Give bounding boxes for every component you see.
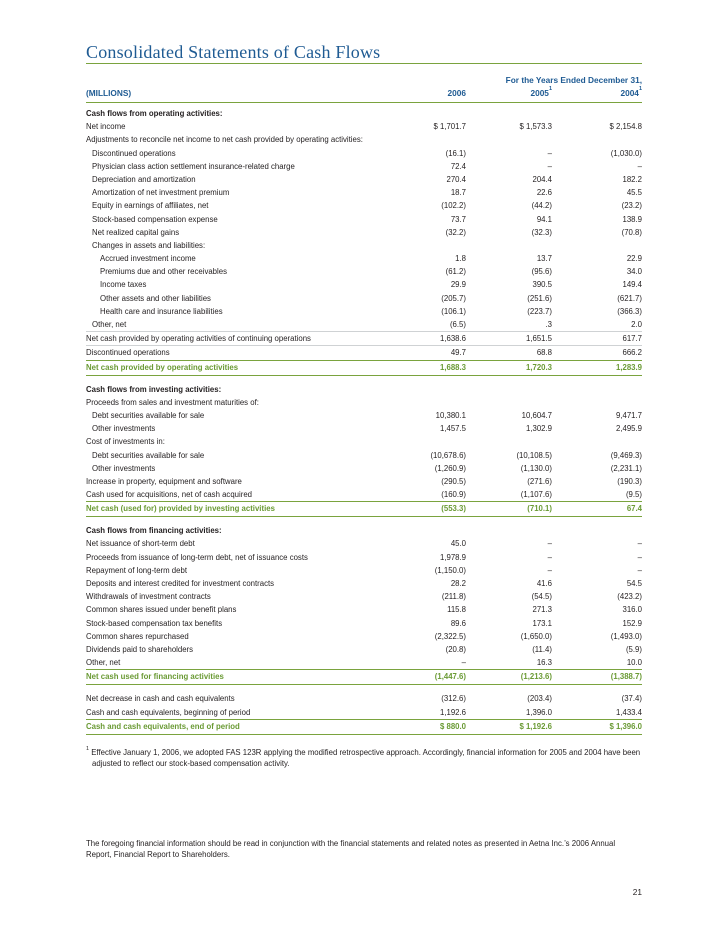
table-row: [86, 186, 642, 199]
table-row: [86, 590, 642, 603]
row-label: Proceeds from issuance of long-term debt, net of issuance costs: [86, 552, 308, 562]
value-2006: 1,457.5: [439, 424, 466, 434]
value-2004: 10.0: [626, 658, 642, 668]
value-2006: 1,192.6: [439, 707, 466, 717]
value-2006: (160.9): [441, 490, 466, 500]
table-row: [86, 449, 642, 462]
row-label: Cash used for acquisitions, net of cash acquired: [86, 490, 252, 500]
value-2005: (710.1): [527, 504, 552, 514]
value-2004: 666.2: [622, 348, 642, 358]
value-2005: 1,396.0: [525, 707, 552, 717]
title-rule: [86, 63, 642, 64]
value-2004: 617.7: [622, 334, 642, 344]
value-2005: –: [547, 539, 552, 549]
table-row: [86, 278, 642, 291]
table-row: [86, 120, 642, 133]
value-2005: –: [547, 161, 552, 171]
header-rule: [86, 102, 642, 103]
value-2005: 1,651.5: [525, 334, 552, 344]
value-2006: 28.2: [450, 579, 466, 588]
value-2006: 270.4: [446, 174, 466, 184]
section-spacer: [86, 685, 642, 692]
table-row: [86, 199, 642, 212]
row-label: Repayment of long-term debt: [86, 565, 187, 575]
value-2005: (44.2): [531, 201, 552, 211]
row-label: Premiums due and other receivables: [100, 267, 227, 277]
table-row: [86, 239, 642, 252]
value-2006: (553.3): [441, 504, 466, 514]
value-2006: (211.8): [441, 592, 466, 602]
value-2005: 94.1: [536, 214, 552, 224]
row-label: Net decrease in cash and cash equivalents: [86, 694, 235, 704]
page-title: Consolidated Statements of Cash Flows: [86, 42, 381, 62]
value-2006: (2,322.5): [434, 631, 466, 641]
footnote-mark: 1: [638, 86, 642, 92]
value-2006: (205.7): [441, 293, 466, 303]
value-2004: (9.5): [625, 490, 642, 500]
table-row: [86, 603, 642, 616]
section-heading: [86, 383, 642, 396]
total-row: [86, 360, 642, 376]
value-2006: 10,380.1: [435, 410, 466, 420]
value-2006: (16.1): [445, 148, 466, 158]
row-label: Common shares repurchased: [86, 631, 189, 641]
cash-flow-table: [86, 107, 642, 735]
table-row: [86, 213, 642, 226]
value-2004: (37.4): [621, 694, 642, 704]
value-2005: 16.3: [536, 658, 552, 668]
value-2004: (423.2): [617, 592, 642, 602]
value-2005: 390.5: [532, 280, 552, 290]
value-2004: 2.0: [631, 320, 642, 329]
value-2006: (312.6): [441, 694, 466, 704]
row-label: Cash and cash equivalents, beginning of period: [86, 707, 251, 717]
table-row: [86, 422, 642, 435]
value-2005: (251.6): [527, 293, 552, 303]
table-row: [86, 318, 642, 332]
row-label: Stock-based compensation expense: [92, 214, 218, 224]
value-2004: (2,231.1): [610, 463, 642, 473]
table-row: [86, 409, 642, 422]
section-heading: [86, 107, 642, 120]
table-row: [86, 630, 642, 643]
value-2004: –: [637, 552, 642, 562]
col-header-2004: [562, 88, 642, 98]
value-2004: 67.4: [626, 504, 642, 514]
value-2004: (5.9): [625, 644, 642, 654]
row-label: Stock-based compensation tax benefits: [86, 618, 223, 628]
col-header-2005-text: 2005: [530, 88, 549, 98]
value-2005: –: [547, 565, 552, 575]
value-2004: $ 2,154.8: [609, 122, 642, 132]
value-2004: –: [637, 565, 642, 575]
value-2004: (621.7): [617, 293, 642, 303]
col-header-2006: [386, 88, 466, 98]
row-label: Proceeds from sales and investment maturities of:: [86, 397, 259, 407]
row-label: Net realized capital gains: [92, 227, 180, 237]
row-label: Income taxes: [100, 280, 147, 290]
value-2005: (1,130.0): [520, 463, 552, 473]
value-2006: 29.9: [450, 280, 466, 290]
row-label: Other investments: [92, 424, 156, 434]
value-2004: 1,433.4: [615, 707, 642, 717]
table-row: [86, 147, 642, 160]
row-label: Net cash provided by operating activities of continuing operations: [86, 334, 311, 344]
value-2004: (23.2): [621, 201, 642, 211]
value-2005: $ 1,573.3: [519, 122, 552, 132]
table-row: [86, 488, 642, 501]
value-2004: 9,471.7: [615, 410, 642, 420]
value-2005: (10,108.5): [516, 450, 552, 460]
table-row: [86, 160, 642, 173]
bottom-note: The foregoing financial information should be read in conjunction with the financial statements and related notes as presented in Aetna Inc.’s 2006 Annual Report, Financial Report to Shareholders.: [86, 839, 616, 859]
value-2005: –: [547, 148, 552, 158]
row-label: Cash flows from operating activities:: [86, 109, 223, 118]
table-row: [86, 692, 642, 705]
value-2006: 1,688.3: [439, 362, 466, 372]
table-row: [86, 226, 642, 239]
value-2005: 22.6: [536, 188, 552, 198]
value-2004: 138.9: [622, 214, 642, 224]
row-label: Changes in assets and liabilities:: [92, 240, 206, 250]
row-label: Discontinued operations: [86, 348, 170, 358]
row-label: Discontinued operations: [92, 148, 176, 158]
row-label: Net cash used for financing activities: [86, 672, 224, 682]
value-2006: (1,447.6): [434, 672, 466, 682]
value-2004: 45.5: [626, 188, 642, 198]
value-2006: (61.2): [445, 267, 466, 277]
total-row: [86, 719, 642, 735]
row-label: Dividends paid to shareholders: [86, 644, 194, 654]
value-2005: 41.6: [536, 579, 552, 588]
footnote-text: Effective January 1, 2006, we adopted FAS 123R applying the modified retrospective approach. Accordingly, financial information for 2005 and 2004 have been adjusted to reflect our stock-based compensation activity.: [91, 748, 641, 768]
value-2005: (223.7): [527, 306, 552, 316]
value-2005: 13.7: [536, 254, 552, 264]
footnote-mark: 1: [548, 86, 552, 92]
table-row: [86, 435, 642, 448]
section-spacer: [86, 517, 642, 524]
row-label: Common shares issued under benefit plans: [86, 605, 237, 615]
table-row: [86, 475, 642, 488]
table-row: [86, 332, 642, 346]
value-2004: 316.0: [622, 605, 642, 615]
row-label: Cash flows from financing activities:: [86, 526, 222, 536]
value-2006: (6.5): [449, 320, 466, 329]
value-2006: (290.5): [441, 476, 466, 486]
row-label: Debt securities available for sale: [92, 410, 205, 420]
table-row: [86, 133, 642, 146]
row-label: Amortization of net investment premium: [92, 188, 230, 198]
value-2005: (203.4): [527, 694, 552, 704]
millions-label: (MILLIONS): [86, 88, 132, 98]
row-label: Increase in property, equipment and software: [86, 476, 242, 486]
row-label: Adjustments to reconcile net income to net cash provided by operating activities:: [86, 135, 363, 145]
row-label: Health care and insurance liabilities: [100, 306, 223, 316]
value-2006: 1,978.9: [439, 552, 466, 562]
row-label: Net income: [86, 122, 126, 132]
value-2004: (70.8): [621, 227, 642, 237]
table-row: [86, 643, 642, 656]
page-number: 21: [632, 887, 642, 897]
value-2006: 73.7: [450, 214, 466, 224]
value-2005: $ 1,192.6: [519, 721, 552, 731]
value-2006: (20.8): [445, 644, 466, 654]
value-2005: 1,720.3: [525, 362, 552, 372]
table-row: [86, 305, 642, 318]
value-2004: 149.4: [622, 280, 642, 290]
table-row: [86, 396, 642, 409]
value-2006: –: [461, 658, 466, 668]
value-2004: –: [637, 539, 642, 549]
value-2006: 72.4: [450, 161, 466, 171]
years-caption: For the Years Ended December 31,: [505, 75, 642, 85]
value-2004: (1,493.0): [610, 631, 642, 641]
value-2006: 18.7: [450, 188, 466, 198]
footnote-mark: 1: [86, 746, 90, 752]
value-2005: (1,650.0): [520, 631, 552, 641]
row-label: Net cash provided by operating activities: [86, 362, 239, 372]
row-label: Withdrawals of investment contracts: [86, 592, 211, 602]
row-label: Other, net: [86, 658, 121, 668]
value-2004: 152.9: [622, 618, 642, 628]
table-row: [86, 617, 642, 630]
value-2004: (1,388.7): [610, 672, 642, 682]
row-label: Cash and cash equivalents, end of period: [86, 721, 240, 731]
value-2006: (1,260.9): [434, 463, 466, 473]
value-2006: (10,678.6): [430, 450, 466, 460]
table-row: [86, 564, 642, 577]
value-2006: (102.2): [441, 201, 466, 211]
value-2005: 173.1: [532, 618, 552, 628]
value-2006: 115.8: [447, 605, 466, 615]
value-2005: 1,302.9: [525, 424, 552, 434]
value-2006: 89.6: [450, 618, 466, 628]
table-row: [86, 537, 642, 550]
row-label: Depreciation and amortization: [92, 174, 196, 184]
row-label: Physician class action settlement insurance-related charge: [92, 161, 295, 171]
value-2006: (106.1): [441, 306, 466, 316]
table-row: [86, 551, 642, 564]
value-2005: (271.6): [527, 476, 552, 486]
value-2004: 22.9: [626, 254, 642, 264]
value-2004: (190.3): [617, 476, 642, 486]
value-2005: 68.8: [536, 348, 552, 358]
value-2006: 49.7: [450, 348, 466, 358]
value-2004: (1,030.0): [610, 148, 642, 158]
row-label: Net cash (used for) provided by investing activities: [86, 504, 275, 514]
col-header-2004-text: 2004: [620, 88, 639, 98]
value-2006: $ 880.0: [439, 721, 466, 731]
row-label: Deposits and interest credited for investment contracts: [86, 579, 275, 588]
value-2004: 2,495.9: [615, 424, 642, 434]
row-label: Debt securities available for sale: [92, 450, 205, 460]
col-header-2006-text: 2006: [447, 88, 466, 98]
row-label: Net issuance of short-term debt: [86, 539, 195, 549]
value-2005: –: [547, 552, 552, 562]
footnote: [86, 748, 648, 769]
table-row: [86, 656, 642, 669]
value-2004: (366.3): [617, 306, 642, 316]
table-row: [86, 706, 642, 719]
row-label: Other assets and other liabilities: [100, 293, 211, 303]
value-2004: (9,469.3): [610, 450, 642, 460]
value-2005: (1,213.6): [520, 672, 552, 682]
value-2005: 204.4: [532, 174, 552, 184]
row-label: Equity in earnings of affiliates, net: [92, 201, 209, 211]
row-label: Other investments: [92, 463, 156, 473]
table-row: [86, 577, 642, 590]
value-2006: (1,150.0): [434, 565, 466, 575]
value-2006: $ 1,701.7: [433, 122, 466, 132]
value-2006: (32.2): [445, 227, 466, 237]
value-2004: –: [637, 161, 642, 171]
value-2004: 182.2: [622, 174, 642, 184]
value-2005: 271.3: [532, 605, 552, 615]
row-label: Cost of investments in:: [86, 437, 165, 447]
value-2005: .3: [545, 320, 552, 329]
value-2004: 1,283.9: [615, 362, 642, 372]
row-label: Other, net: [92, 320, 127, 329]
value-2004: $ 1,396.0: [609, 721, 642, 731]
col-header-2005: [472, 88, 552, 98]
section-heading: [86, 524, 642, 537]
value-2005: (32.3): [531, 227, 552, 237]
row-label: Accrued investment income: [100, 254, 196, 264]
table-row: [86, 292, 642, 305]
value-2005: (95.6): [531, 267, 552, 277]
value-2004: 54.5: [626, 579, 642, 588]
section-spacer: [86, 376, 642, 383]
value-2006: 45.0: [450, 539, 466, 549]
row-label: Cash flows from investing activities:: [86, 384, 222, 394]
value-2006: 1,638.6: [439, 334, 466, 344]
value-2005: (54.5): [531, 592, 552, 602]
value-2006: 1.8: [455, 254, 466, 264]
table-row: [86, 173, 642, 186]
table-row: [86, 346, 642, 359]
total-row: [86, 501, 642, 517]
table-row: [86, 462, 642, 475]
table-row: [86, 252, 642, 265]
total-row: [86, 669, 642, 685]
value-2004: 34.0: [626, 267, 642, 277]
value-2005: (11.4): [532, 644, 552, 654]
value-2005: 10,604.7: [521, 410, 552, 420]
value-2005: (1,107.6): [520, 490, 552, 500]
table-row: [86, 265, 642, 278]
